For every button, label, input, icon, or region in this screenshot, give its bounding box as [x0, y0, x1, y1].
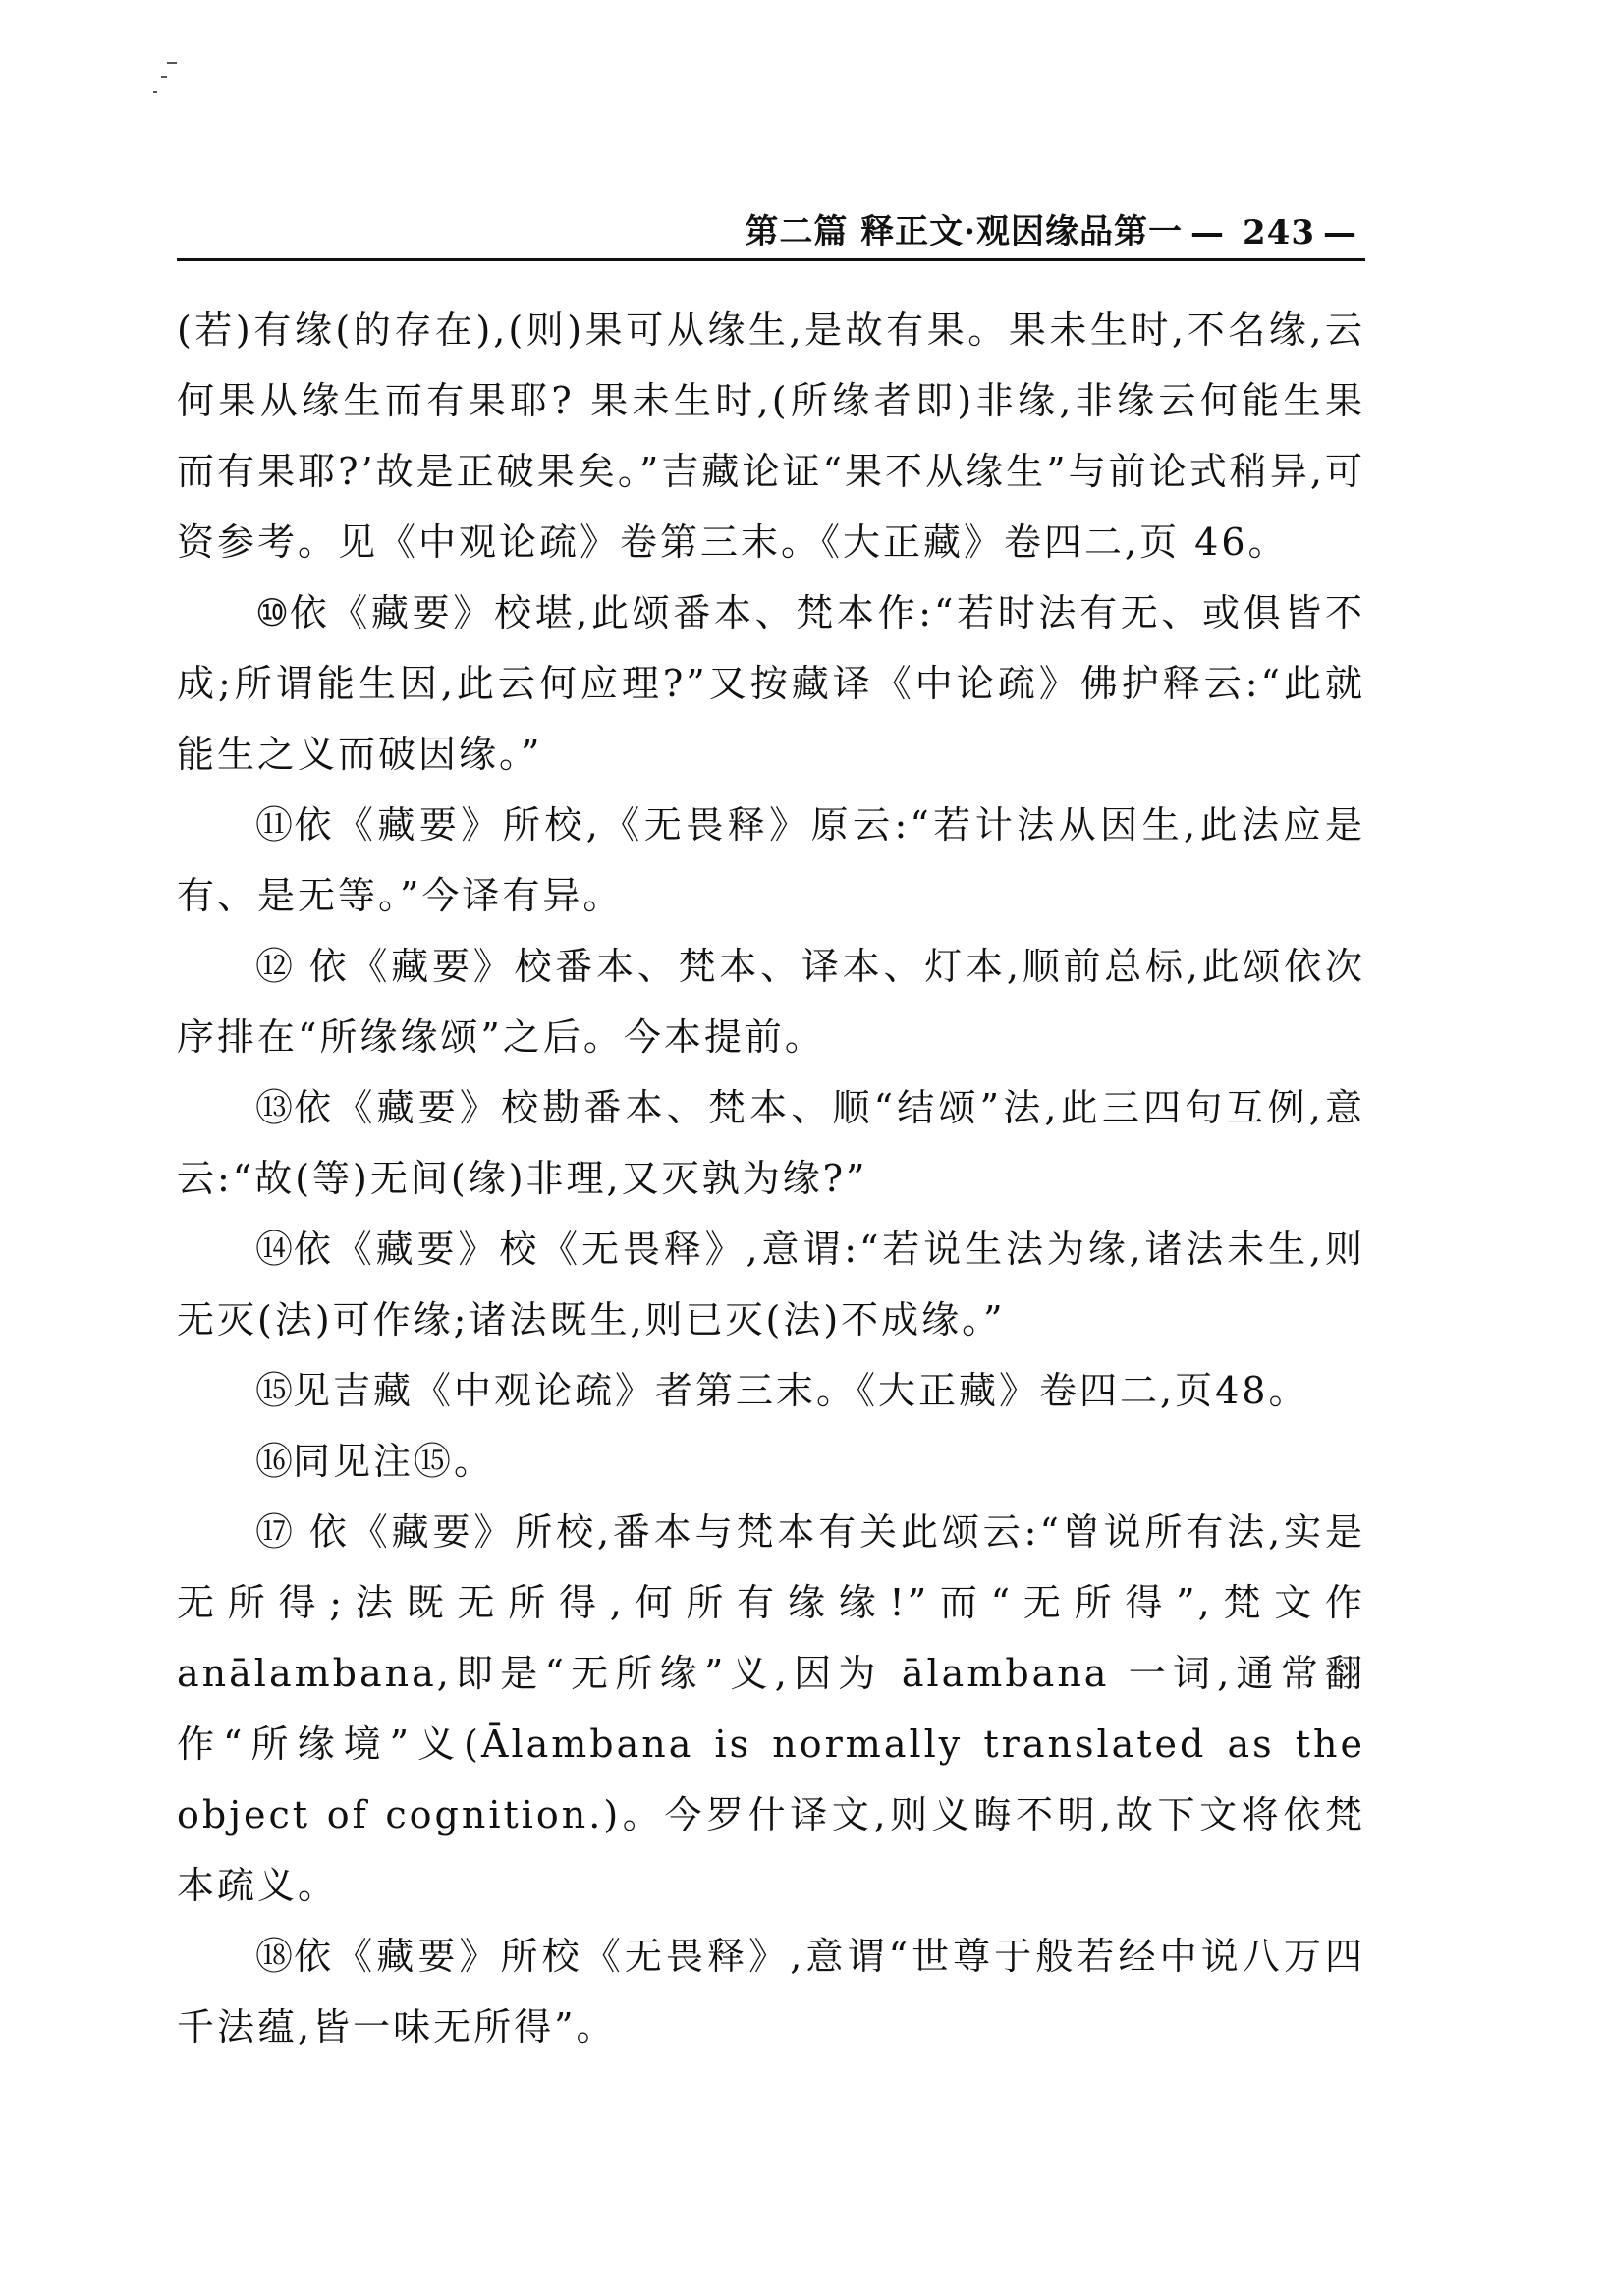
note-marker: ⑰ — [255, 1510, 294, 1554]
note-marker: ⑯ — [255, 1440, 294, 1483]
paragraph-text: 依《藏要》所校,番本与梵本有关此颂云:“曾说所有法,实是无所得;法既无所得,何所有缘缘!”而“无所得”,梵文作 anālambana,即是“无所缘”义,因为 ālambana 一词,通常翻作“所缘境”义(Ālambana is normally translated as the object of cognition.)。今罗什译文,则义晦不明,故下文将依梵本疏义。 — [177, 1510, 1365, 1907]
paragraph-text: 依《藏要》校勘番本、梵本、顺“结颂”法,此三四句互例,意云:“故(等)无间(缘)非理,又灭孰为缘?” — [177, 1086, 1365, 1200]
note-marker: ⑮ — [255, 1369, 294, 1412]
paragraph-text: 依《藏要》校番本、梵本、译本、灯本,顺前总标,此颂依次序排在“所缘缘颂”之后。今本提前。 — [177, 945, 1365, 1059]
paragraph-text: 同见注⑮。 — [293, 1440, 495, 1483]
note-marker: ⑱ — [255, 1935, 295, 1978]
scan-specks — [147, 54, 187, 113]
note-marker: ⑬ — [255, 1086, 295, 1129]
paragraph-text: 依《藏要》所校《无畏释》,意谓“世尊于般若经中说八万四千法蕴,皆一味无所得”。 — [177, 1935, 1365, 2049]
note-75 — [177, 1355, 1365, 1426]
note-77 — [177, 1497, 1365, 1921]
paragraph-text: 依《藏要》所校,《无畏释》原云:“若计法从因生,此法应是有、是无等。”今译有异。 — [177, 803, 1365, 917]
note-71 — [177, 790, 1365, 931]
note-marker: ⑪ — [255, 803, 295, 847]
running-header — [177, 204, 1365, 261]
note-marker: ⑩ — [255, 591, 290, 634]
paragraph-text: 见吉藏《中观论疏》者第三末。《大正藏》卷四二,页48。 — [293, 1369, 1309, 1412]
paragraph-text: 依《藏要》校堪,此颂番本、梵本作:“若时法有无、或俱皆不成;所谓能生因,此云何应理?”又按藏译《中论疏》佛护释云:“此就能生之义而破因缘。” — [177, 591, 1365, 776]
page-number: 243 — [1243, 213, 1315, 252]
note-78 — [177, 1921, 1365, 2062]
note-70 — [177, 577, 1365, 790]
paragraph-text: 依《藏要》校《无畏释》,意谓:“若说生法为缘,诸法未生,则无灭(法)可作缘;诸法既生,则已灭(法)不成缘。” — [177, 1228, 1365, 1341]
note-76 — [177, 1426, 1365, 1497]
note-72 — [177, 931, 1365, 1072]
note-74 — [177, 1214, 1365, 1355]
note-marker: ⑫ — [255, 945, 294, 988]
page-number-dash-left: — — [1190, 213, 1226, 252]
note-marker: ⑭ — [255, 1228, 294, 1271]
note-73 — [177, 1072, 1365, 1214]
running-title: 第二篇 释正文·观因缘品第一 — [745, 212, 1184, 251]
paragraph-text: (若)有缘(的存在),(则)果可从缘生,是故有果。果未生时,不名缘,云何果从缘生而有果耶? 果未生时,(所缘者即)非缘,非缘云何能生果而有果耶?’故是正破果矣。”吉藏论证“果不从缘生”与前论式稍异,可资参考。见《中观论疏》卷第三末。《大正藏》卷四二,页 46。 — [177, 308, 1365, 564]
notes-body — [177, 295, 1365, 2062]
page-number-dash-right: — — [1323, 213, 1357, 252]
note-continuation — [177, 295, 1365, 577]
